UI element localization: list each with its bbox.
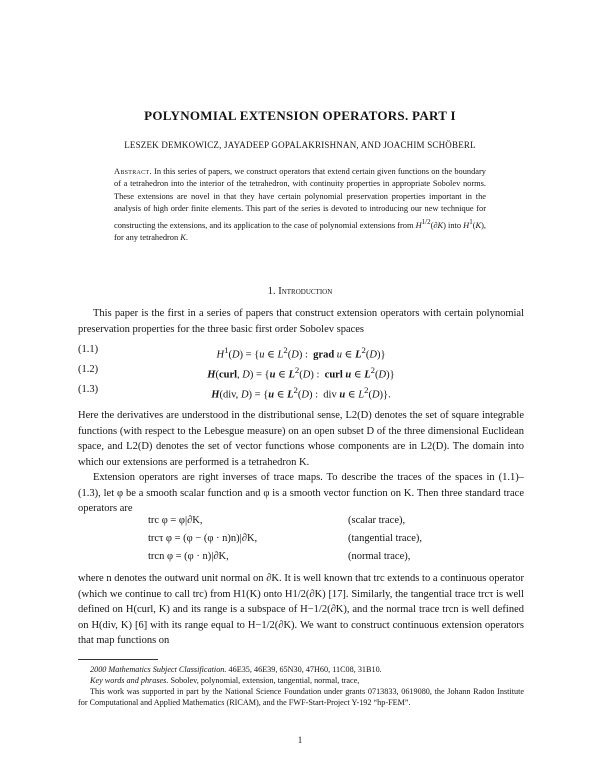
equation-1-2 <box>78 362 524 381</box>
intro-paragraph: This paper is the first in a series of papers that construct extension operators with certain polynomial preservation properties for the three basic first order Sobolev spaces <box>78 308 524 335</box>
equation-number: (1.1) <box>78 344 99 355</box>
trace-scalar <box>148 512 478 530</box>
keywords-label: Key words and phrases. <box>90 676 169 685</box>
abstract: Abstract. In this series of papers, we construct operators that extend certain given functions on the boundary of a tetrahedron into the interior of the tetrahedron, with continuity properties in appropriate Sobolev norms. These extensions are novel in that they have certain polynomial preservation properties important in the analysis of high order finite elements. This part of the series is devoted to introducing our new technique for constructing the extensions, and its application to the case of polynomial extensions from $H^{1/2}(\partial K)$ into $H^1(K)$, for any tetrahedron K. <box>114 167 486 242</box>
page-number: 1 <box>297 735 303 745</box>
footnote-msc <box>78 664 524 675</box>
section-heading <box>0 286 600 297</box>
trace-tangential <box>148 530 478 548</box>
equation-body: H(curl, D) = {u ∈ $L^2(D)$ : curl u ∈ $L^2(D)$} <box>207 365 395 381</box>
keywords: Sobolev, polynomial, extension, tangential, normal, trace, <box>170 676 360 685</box>
derivatives-paragraph: Here the derivatives are understood in the distributional sense, L2(D) denotes the set of square integrable functions (with respect to the Lebesgue measure) on an open subset D of the three dimensional Euclidean space, and L2(D) denotes the set of vector functions whose components are in L2(D). The domain into which our extensions are performed is a tetrahedron K. <box>78 410 524 468</box>
section-title: Introduction <box>278 286 333 297</box>
equation-number: (1.3) <box>78 384 99 395</box>
trace-formula: trcτ φ = (φ − (φ · n)n)|∂K, <box>148 533 258 544</box>
equation-body: $H^1(D) = \{u$ ∈ $L^2(D)$ : grad u ∈ $L^2(D)$} <box>216 345 386 361</box>
equation-1-1 <box>78 342 524 361</box>
trace-note: (tangential trace), <box>348 533 423 544</box>
equation-1-3 <box>78 382 524 401</box>
equation-body: H(div, D) = {u ∈ $L^2(D)$ : div u ∈ $L^2(D)$}. <box>211 385 391 401</box>
footnote-rule <box>78 659 158 660</box>
trace-note: (scalar trace), <box>348 515 406 526</box>
trace-formula: trcn φ = (φ · n)|∂K, <box>148 551 229 562</box>
section-number: 1. <box>267 286 276 297</box>
trace-formula: trc φ = φ|∂K, <box>148 515 203 526</box>
trace-normal <box>148 548 478 566</box>
footnote-keywords <box>78 675 524 686</box>
msc-label: 2000 Mathematics Subject Classification. <box>90 665 227 674</box>
msc-codes: 46E35, 46E39, 65N30, 47H60, 11C08, 31B10. <box>228 665 382 674</box>
author-list: LESZEK DEMKOWICZ, JAYADEEP GOPALAKRISHNAN, AND JOACHIM SCHÖBERL <box>124 140 476 150</box>
trace-note: (normal trace), <box>348 551 411 562</box>
trace-paragraph: where n denotes the outward unit normal on ∂K. It is well known that trc extends to a continuous operator (which we continue to call trc) from H1(K) onto H1/2(∂K) [17]. Similarly, the tangential trace trcτ is well defined on H(curl, K) and its range is a subspace of H−1/2(∂K), and the normal trace trcn is well defined on H(div, K) [6] with its range equal to H−1/2(∂K). We want to construct continuous extension operators that map functions on <box>78 573 524 646</box>
footnote-support: This work was supported in part by the National Science Foundation under grants 0713833, 0619080, the Johann Radon Institute for Computational and Applied Mathematics (RICAM), and the FWF-Start-Project Y-192 “hp-FEM”. <box>78 687 524 708</box>
abstract-label: Abstract. <box>114 167 152 176</box>
equation-number: (1.2) <box>78 364 99 375</box>
paper-title: POLYNOMIAL EXTENSION OPERATORS. PART I <box>144 108 456 123</box>
trace-intro-paragraph: Extension operators are right inverses of trace maps. To describe the traces of the spaces in (1.1)–(1.3), let φ be a smooth scalar function and φ is a smooth vector function on K. Then three standard trace operators are <box>78 472 524 514</box>
